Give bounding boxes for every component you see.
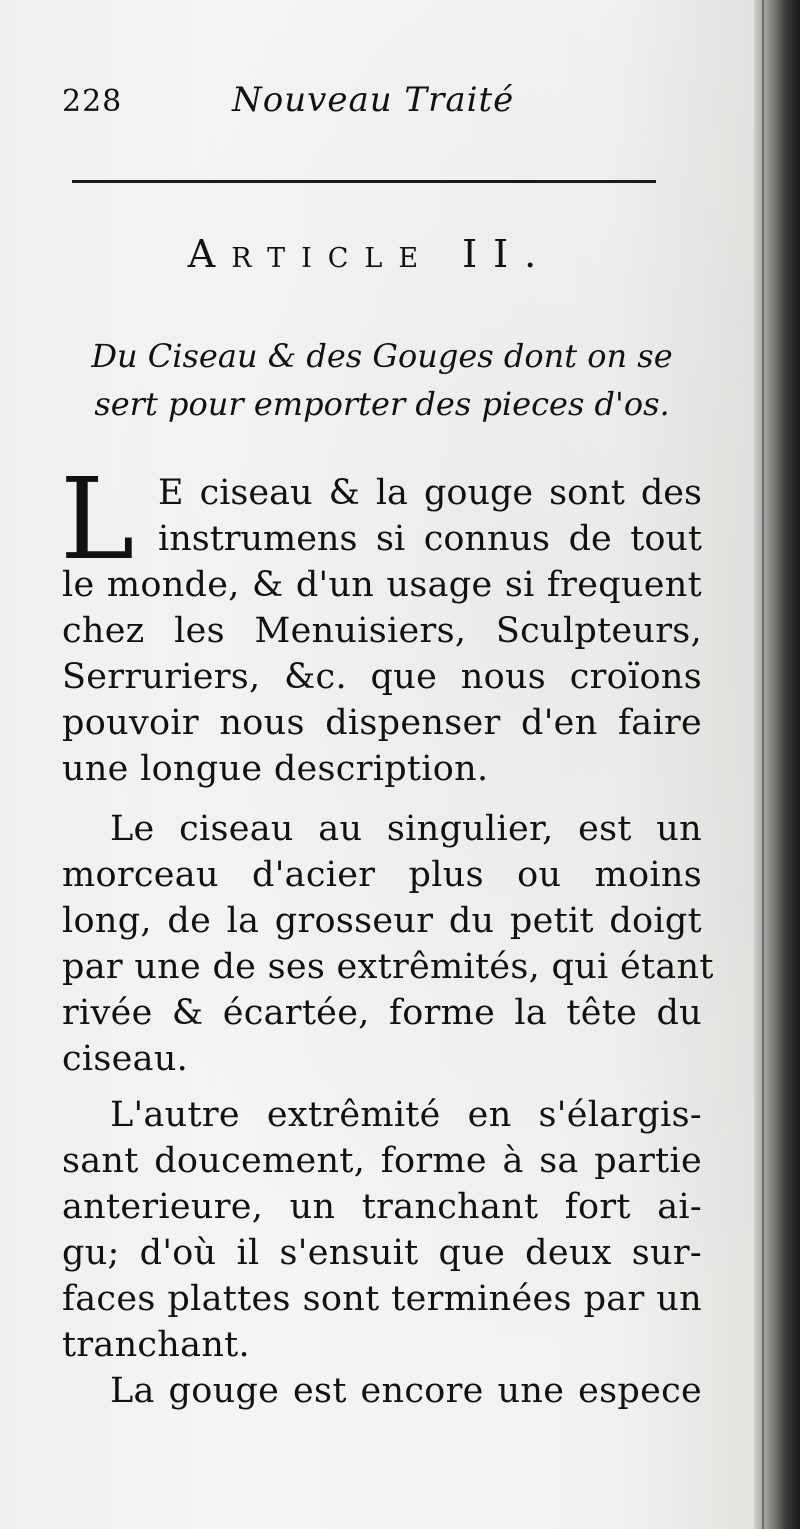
book-binding-edge [754, 0, 800, 1529]
text-line: La gouge est encore une espece [110, 1371, 702, 1411]
text-line: faces plattes sont terminées par un [62, 1279, 702, 1319]
article-title: Article II. [187, 232, 553, 276]
text-line: le monde, & d'un usage si frequent [62, 565, 702, 605]
running-head: Nouveau Traité [232, 80, 515, 120]
text-line: rivée & écartée, forme la tête du [62, 993, 702, 1033]
text-line: ciseau. [62, 1039, 189, 1079]
text-line: L'autre extrêmité en s'élargis- [110, 1095, 702, 1135]
paragraph-2 [62, 806, 714, 1082]
page-header [62, 78, 662, 128]
text-line: tranchant. [62, 1325, 250, 1365]
subtitle-line: Du Ciseau & des Gouges dont on se [91, 337, 673, 375]
paragraph-4 [62, 1368, 702, 1414]
text-line: Serruriers, &c. que nous croïons [62, 657, 702, 697]
text-line: E ciseau & la gouge sont des [158, 473, 702, 513]
paragraph-1 [62, 562, 702, 792]
text-line: chez les Menuisiers, Sculpteurs, [62, 611, 702, 651]
text-line: instrumens si connus de tout [158, 519, 702, 559]
drop-cap: L [60, 455, 135, 585]
paragraph-1-opening [158, 470, 702, 562]
text-line: sant doucement, forme à sa partie [62, 1141, 702, 1181]
paragraph-3 [62, 1092, 702, 1368]
text-line: une longue description. [62, 749, 489, 789]
text-line: Le ciseau au singulier, est un [110, 809, 702, 849]
page-number: 228 [62, 84, 123, 119]
header-rule [72, 180, 656, 183]
text-line: pouvoir nous dispenser d'en faire [62, 703, 702, 743]
text-line: gu; d'où il s'ensuit que deux sur- [62, 1233, 702, 1273]
text-line: anterieure, un tranchant fort ai- [62, 1187, 702, 1227]
text-line: morceau d'acier plus ou moins [62, 855, 702, 895]
article-subtitle [62, 332, 702, 428]
text-line: par une de ses extrêmités, qui étant [62, 947, 714, 987]
subtitle-line: sert pour emporter des pieces d'os. [94, 385, 670, 423]
text-line: long, de la grosseur du petit doigt [62, 901, 702, 941]
